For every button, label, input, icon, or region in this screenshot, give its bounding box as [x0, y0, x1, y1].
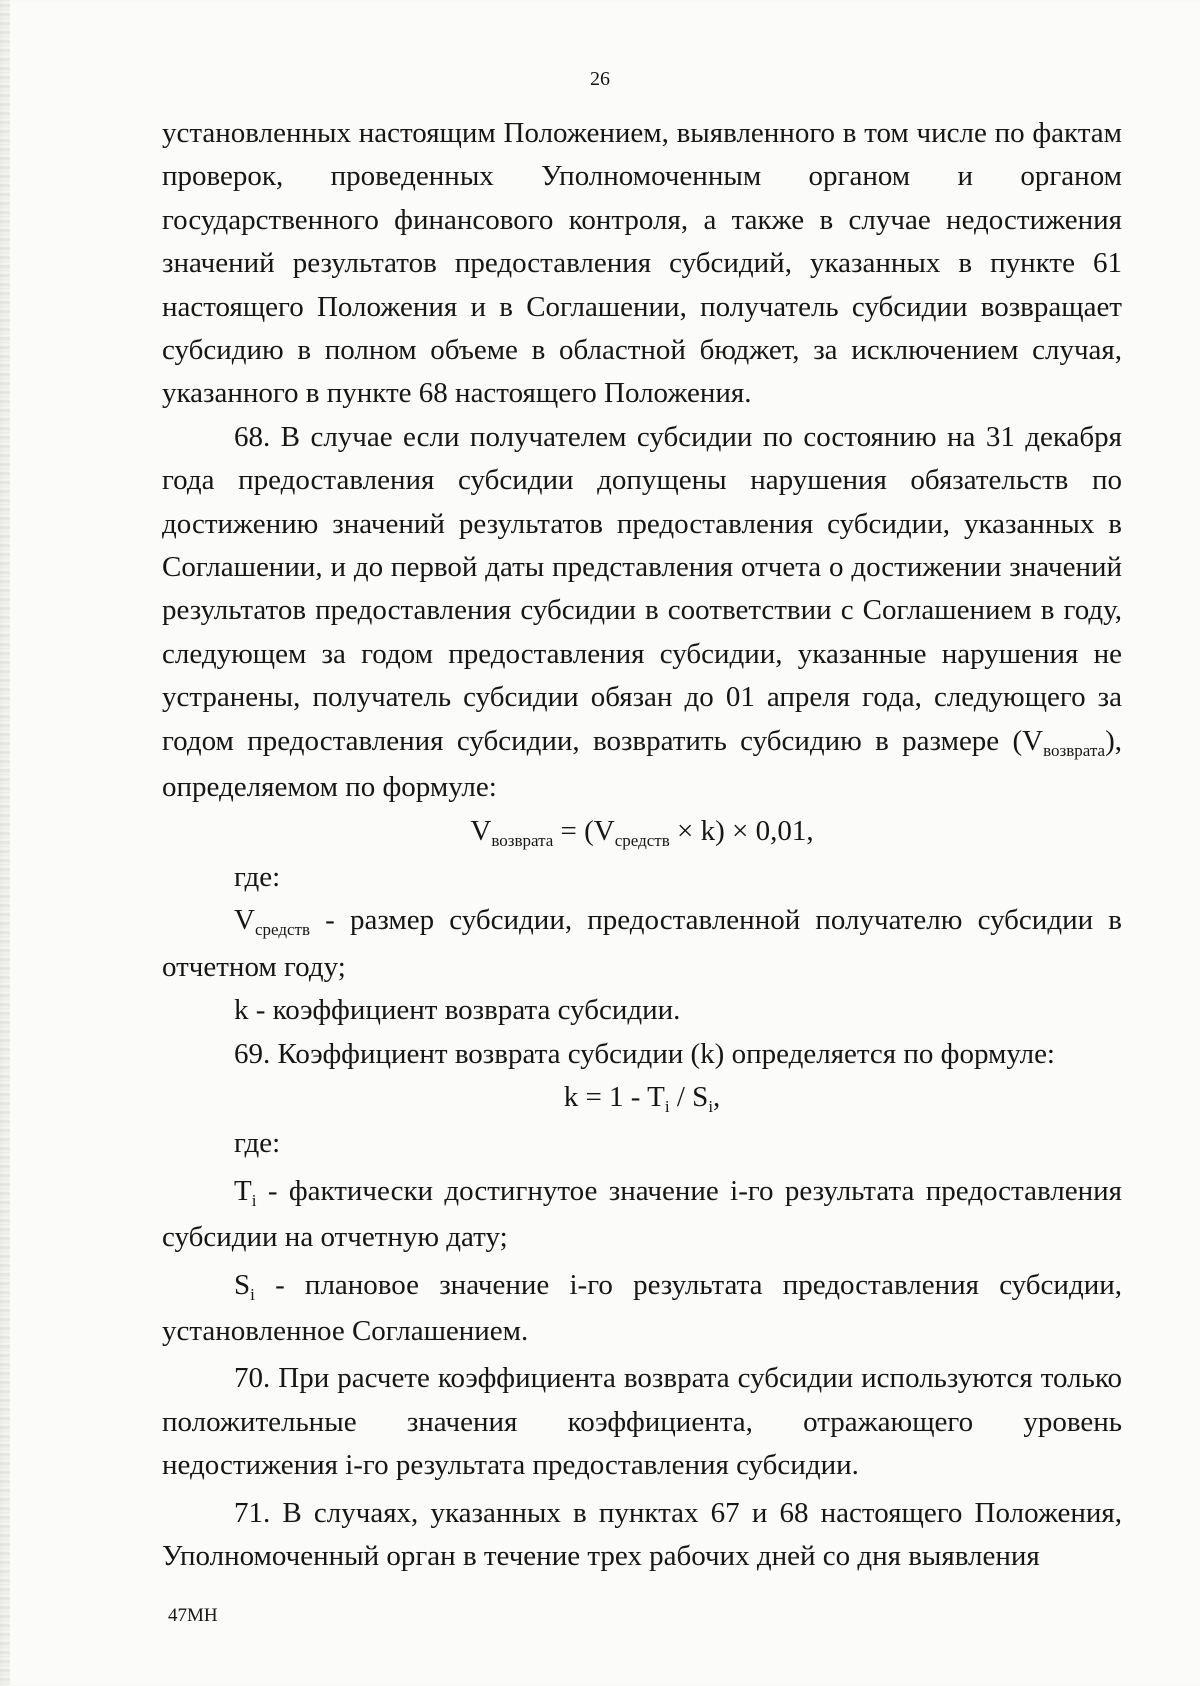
- formula-sub-vozvrata: возврата: [491, 830, 554, 850]
- paragraph-68-text: 68. В случае если получателем субсидии по состоянию на 31 декабря года предоставления субсидии допущены нарушения обязательств по достижению значений результатов предоставления субсидии, указанных в Соглашении, и до первой даты представления отчета о достижении значений результатов предоставления субсидии в соответствии с Соглашением в году, следующем за годом предоставления субсидии, указанные нарушения не устранены, получатель субсидии обязан до 01 апреля года, следующего за годом предоставления субсидии, возвратить субсидию в размере (V: [162, 420, 1122, 757]
- formula-v-vozvrata: [162, 810, 1122, 856]
- paragraph-70: 70. При расчете коэффициента возврата субсидии используются только положительные значения коэффициента, отражающего уровень недостижения i-го результата предоставления субсидии.: [162, 1362, 1122, 1482]
- paragraph-continuation: установленных настоящим Положением, выявленного в том числе по фактам проверок, проведенных Уполномоченным органом и органом государственного финансового контроля, а также в случае недостижения значений результатов предоставления субсидий, указанных в пункте 61 настоящего Положения и в Соглашении, получатель субсидии возвращает субсидию в полном объеме в областной бюджет, за исключением случая, указанного в пункте 68 настоящего Положения.: [162, 117, 1122, 410]
- def-v: V: [234, 904, 255, 937]
- paragraph-68: [162, 416, 1122, 810]
- paragraph-68-end: ), определяемом по формуле:: [162, 724, 1122, 804]
- definition-t: [162, 1170, 1122, 1260]
- page-number: 26: [590, 68, 610, 90]
- formula-sub-sredstv: средств: [614, 830, 670, 850]
- formula-v: V: [470, 814, 492, 847]
- def-t-sub-i: i: [251, 1190, 257, 1210]
- formula-k-b: / S: [669, 1080, 709, 1113]
- document-body: [162, 112, 1122, 1578]
- formula-k-c: ,: [713, 1080, 721, 1113]
- subscript-vozvrata: возврата: [1043, 740, 1106, 760]
- definition-v-sredstv: [162, 899, 1122, 989]
- def-v-text: - размер субсидии, предоставленной получателю субсидии в отчетном году;: [162, 904, 1122, 983]
- where-label-2: где:: [234, 1127, 281, 1160]
- scan-edge: [0, 0, 10, 1686]
- definition-k: k - коэффициент возврата субсидии.: [234, 994, 681, 1027]
- definition-s: [162, 1264, 1122, 1354]
- formula-mid: = (V: [553, 814, 615, 847]
- def-s-text: - плановое значение i-го результата предоставления субсидии, установленное Соглашением.: [162, 1268, 1122, 1347]
- def-t-text: - фактически достигнутое значение i-го результата предоставления субсидии на отчетную дату;: [162, 1174, 1122, 1254]
- def-sub-sredstv: средств: [254, 920, 310, 940]
- paragraph-69: 69. Коэффициент возврата субсидии (k) определяется по формуле:: [234, 1037, 1055, 1070]
- footer-code: 47МН: [168, 1605, 218, 1626]
- paragraph-71: 71. В случаях, указанных в пунктах 67 и 68 настоящего Положения, Уполномоченный орган в течение трех рабочих дней со дня выявления: [162, 1496, 1122, 1572]
- formula-k-a: k = 1 - T: [563, 1080, 665, 1113]
- def-t: T: [234, 1174, 252, 1207]
- def-s: S: [234, 1268, 251, 1301]
- where-label-1: где:: [234, 860, 281, 893]
- formula-end: × k) × 0,01,: [669, 814, 814, 847]
- formula-k-sub-i2: i: [708, 1096, 714, 1116]
- formula-k-sub-i1: i: [664, 1096, 670, 1116]
- formula-k: [162, 1076, 1122, 1122]
- def-s-sub-i: i: [250, 1284, 255, 1304]
